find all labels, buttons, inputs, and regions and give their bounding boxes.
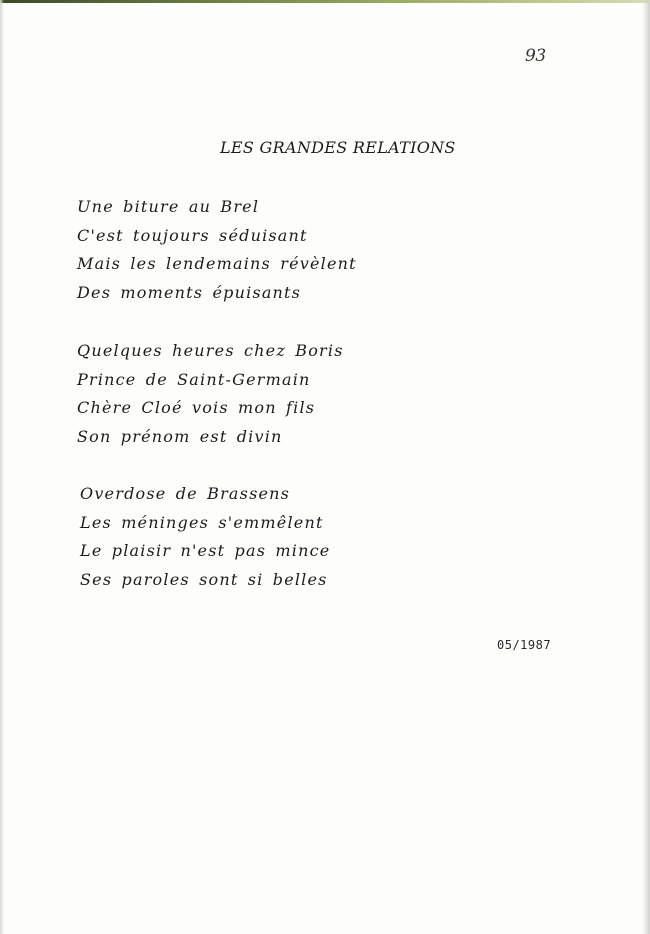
poem-line: Quelques heures chez Boris bbox=[77, 341, 344, 360]
poem-line: Des moments épuisants bbox=[77, 283, 302, 303]
poem-line: Overdose de Brassens bbox=[80, 484, 291, 503]
page-top-edge bbox=[0, 0, 650, 3]
poem-line: Les méninges s'emmêlent bbox=[80, 512, 324, 532]
stanza-3 bbox=[80, 480, 330, 595]
poem-line: Ses paroles sont si belles bbox=[80, 570, 328, 590]
poem-line: Une biture au Brel bbox=[77, 197, 260, 216]
poem-line: Son prénom est divin bbox=[77, 427, 283, 447]
poem-line: Prince de Saint-Germain bbox=[77, 369, 311, 389]
page-right-edge bbox=[642, 0, 650, 934]
stanza-1 bbox=[77, 193, 357, 308]
poem-date: 05/1987 bbox=[497, 638, 552, 652]
page-number: 93 bbox=[525, 46, 546, 66]
stanza-2 bbox=[77, 337, 344, 452]
poem-line: C'est toujours séduisant bbox=[77, 225, 308, 245]
poem-line: Le plaisir n'est pas mince bbox=[80, 541, 331, 561]
poem-line: Mais les lendemains révèlent bbox=[77, 254, 357, 274]
page-left-edge bbox=[0, 0, 4, 934]
poem-line: Chère Cloé vois mon fils bbox=[77, 398, 316, 418]
poem-title: LES GRANDES RELATIONS bbox=[220, 138, 456, 157]
